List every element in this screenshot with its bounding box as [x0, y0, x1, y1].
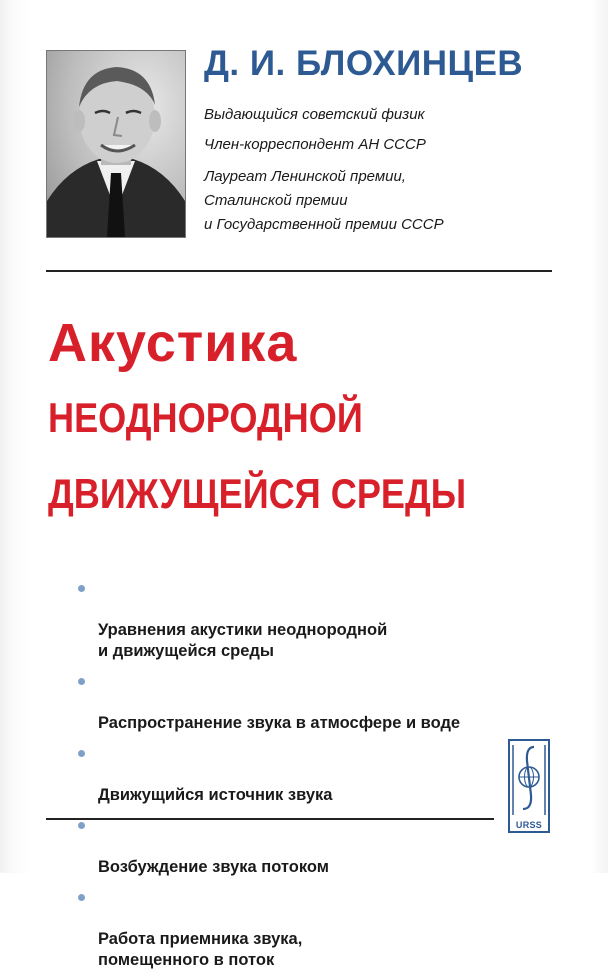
bottom-divider — [46, 818, 494, 820]
list-item — [78, 815, 460, 878]
publisher-logo — [508, 739, 550, 833]
topic-text: Уравнения акустики неоднородной и движущейся среды — [98, 621, 388, 660]
bullet-icon — [78, 750, 85, 757]
bullet-icon — [78, 822, 85, 829]
title-line-3: ДВИЖУЩЕЙСЯ СРЕДЫ — [48, 470, 467, 517]
topic-text: Возбуждение звука потоком — [98, 858, 329, 876]
topic-text: Движущийся источник звука — [98, 786, 333, 804]
topics-list — [78, 578, 460, 980]
author-credential-4: Сталинской премии — [204, 192, 348, 209]
list-item — [78, 671, 460, 734]
author-credential-2: Член-корреспондент АН СССР — [204, 136, 426, 153]
list-item — [78, 887, 460, 971]
publisher-logo-label: URSS — [515, 820, 543, 830]
list-item — [78, 743, 460, 806]
author-portrait — [46, 50, 186, 238]
author-name: Д. И. БЛОХИНЦЕВ — [204, 44, 524, 83]
list-item — [78, 578, 460, 662]
topic-text: Работа приемника звука, помещенного в поток — [98, 930, 303, 969]
author-portrait-image — [47, 51, 185, 237]
bullet-icon — [78, 894, 85, 901]
title-line-1: Акустика — [48, 313, 298, 373]
bullet-icon — [78, 585, 85, 592]
urss-emblem-icon — [510, 741, 548, 819]
top-divider — [46, 270, 552, 272]
author-credential-1: Выдающийся советский физик — [204, 106, 425, 123]
author-credential-3: Лауреат Ленинской премии, — [204, 168, 406, 185]
author-credential-5: и Государственной премии СССР — [204, 216, 444, 233]
bullet-icon — [78, 678, 85, 685]
topic-text: Распространение звука в атмосфере и воде — [98, 714, 461, 732]
title-line-2: НЕОДНОРОДНОЙ — [48, 394, 363, 441]
